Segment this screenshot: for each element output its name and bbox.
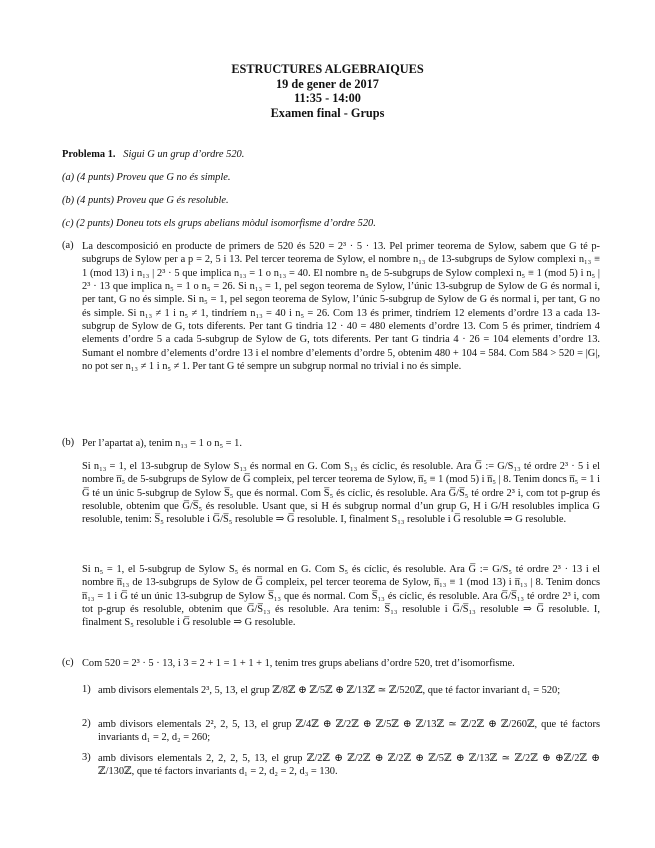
solution-a-text: La descomposició en producte de primers de 520 és 520 = 2³ · 5 · 13. Pel primer teorema de Sylow, sabem que G té p-subgrups de Sylow per a p = 2, 5 i 13. Pel tercer teorema de Sylow, el nombre n₁₃ de 13-subgrups de Sylow complexi n₁₃ ≡ 1 (mod 13) i n₁₃ | 2³ · 5 que implica n₁₃ = 1 o n₁₃ = 40. El nombre n₅ de 5-subgrups de Sylow complexi n₅ ≡ 1 (mod 5) i n₅ | 2³ · 13 que implica n₅ = 1 o n₅ = 26. Si n₁₃ = 1, pel segon teorema de Sylow, l’únic 13-subgrup de Sylow de G és normal i, per tant, G no és simple. Si n₅ = 1, pel segon teorema de Sylow, l’únic 5-subgrup de Sylow de G és normal i, per tant, G no és simple. Si n₁₃ ≠ 1 i n₅ ≠ 1, tindríem n₁₃ = 40 i n₅ = 26. Com 13 és primer, tindríem 12 elements d’ordre 13 a cada 13-subgrup de Sylow de G, tots diferents. Per tant G tindria 12 · 40 = 480 elements d’ordre 13. Com 5 és primer, tindríem 4 elements d’ordre 5 a cada 5-subgrup de Sylow de G, tots diferents. Per tant G tindria 4 · 26 = 104 elements d’ordre 13. Sumant el nombre d’elements d’ordre 13 i el nombre d’elements d’ordre 5, obtenim 480 + 104 = 584. Com 584 > 520 = |G|, no pot ser n₁₃ ≠ 1 i n₅ ≠ 1. Per tant G té sempre un subgrup normal no trivial i no és simple. (82, 241, 600, 373)
list-item: amb divisors elementals 2, 2, 2, 5, 13, el grup ℤ/2ℤ ⊕ ℤ/2ℤ ⊕ ℤ/2ℤ ⊕ ℤ/5ℤ ⊕ ℤ/13ℤ ≃ ℤ/2ℤ ⊕ ⊕ℤ/2ℤ ⊕ ℤ/130ℤ, que té factors invariants d₁ = 2, d₂ = 2, d₃ = 130. (98, 753, 600, 778)
solution-c-label: (c) (62, 657, 74, 668)
problem-title: Problema 1. (62, 149, 116, 160)
list-item: amb divisors elementals 2³, 5, 13, el grup ℤ/8ℤ ⊕ ℤ/5ℤ ⊕ ℤ/13ℤ ≃ ℤ/520ℤ, que té factor invariant d₁ = 520; (98, 685, 561, 696)
solution-b-label: (b) (62, 437, 75, 448)
list-item-number: 1) (82, 684, 91, 695)
problem-part-a: (a) (4 punts) Proveu que G no és simple. (62, 172, 231, 183)
exam-name: Examen final - Grups (270, 105, 385, 120)
list-item: amb divisors elementals 2², 2, 5, 13, el grup ℤ/4ℤ ⊕ ℤ/2ℤ ⊕ ℤ/5ℤ ⊕ ℤ/13ℤ ≃ ℤ/2ℤ ⊕ ℤ/260ℤ, que té factors invariants d₁ = 2, d₂ = 260; (98, 719, 600, 744)
list-item-number: 2) (82, 718, 91, 729)
solution-b-case1: Si n₁₃ = 1, el 13-subgrup de Sylow S₁₃ és normal en G. Com S₁₃ és cíclic, és resoluble. Ara G̅ := G/S₁₃ té ordre 2³ · 5 i el nombre n̅₅ de 5-subgrups de Sylow de G̅ compleix, pel tercer teorema de Sylow, n̅₅ ≡ 1 (mod 5) i n̅₅ | 8. Tenim doncs n̅₅ = 1 i G̅ té un únic 5-subgrup de Sylow S̅₅ que és normal. Com S̅₅ és cíclic, és resoluble. Ara G̅/S̅₅ té ordre 2³ i, com tot p-grup és resoluble, obtenim que G̅/S̅₅ és resoluble. Usant que, si H és subgrup normal d’un grup G, H i G/H resolubles implica G resoluble, tenim: S̅₅ resoluble i G̅/S̅₅ resoluble ⇒ G̅ resoluble. I, finalment S₁₃ resoluble i G̅ resoluble ⇒ G resoluble. (82, 461, 600, 526)
exam-header (0, 62, 655, 120)
course-title: ESTRUCTURES ALGEBRAIQUES (231, 62, 424, 76)
solution-b-intro: Per l’apartat a), tenim n₁₃ = 1 o n₅ = 1. (82, 438, 242, 449)
exam-time: 11:35 - 14:00 (294, 91, 361, 105)
solution-a-label: (a) (62, 240, 74, 251)
solution-c-intro: Com 520 = 2³ · 5 · 13, i 3 = 2 + 1 = 1 + 1 + 1, tenim tres grups abelians d’ordre 520, tret d’isomorfisme. (82, 658, 515, 669)
problem-part-b: (b) (4 punts) Proveu que G és resoluble. (62, 195, 229, 206)
list-item-number: 3) (82, 752, 91, 763)
problem-part-c: (c) (2 punts) Doneu tots els grups abelians mòdul isomorfisme d’ordre 520. (62, 218, 376, 229)
exam-date: 19 de gener de 2017 (276, 76, 379, 91)
problem-statement (62, 148, 610, 161)
problem-text: Sigui G un grup d’ordre 520. (123, 149, 245, 160)
solution-b-case2: Si n₅ = 1, el 5-subgrup de Sylow S₅ és normal en G. Com S₅ és cíclic, és resoluble. Ara G̅ := G/S₅ té ordre 2³ · 13 i el nombre n̅₁₃ de 13-subgrups de Sylow de G̅ compleix, pel tercer teorema de Sylow, n̅₁₃ ≡ 1 (mod 13) i n̅₁₃ | 8. Tenim doncs n̅₁₃ = 1 i G̅ té un únic 13-subgrup de Sylow S̅₁₃ que és normal. Com S̅₁₃ és cíclic, és resoluble. Ara G̅/S̅₁₃ té ordre 2³ i, com tot p-grup és resoluble, obtenim que G̅/S̅₁₃ és resoluble. Ara tenim: S̅₁₃ resoluble i G̅/S̅₁₃ resoluble ⇒ G̅ resoluble. I, finalment S₅ resoluble i G̅ resoluble ⇒ G resoluble. (82, 564, 600, 629)
